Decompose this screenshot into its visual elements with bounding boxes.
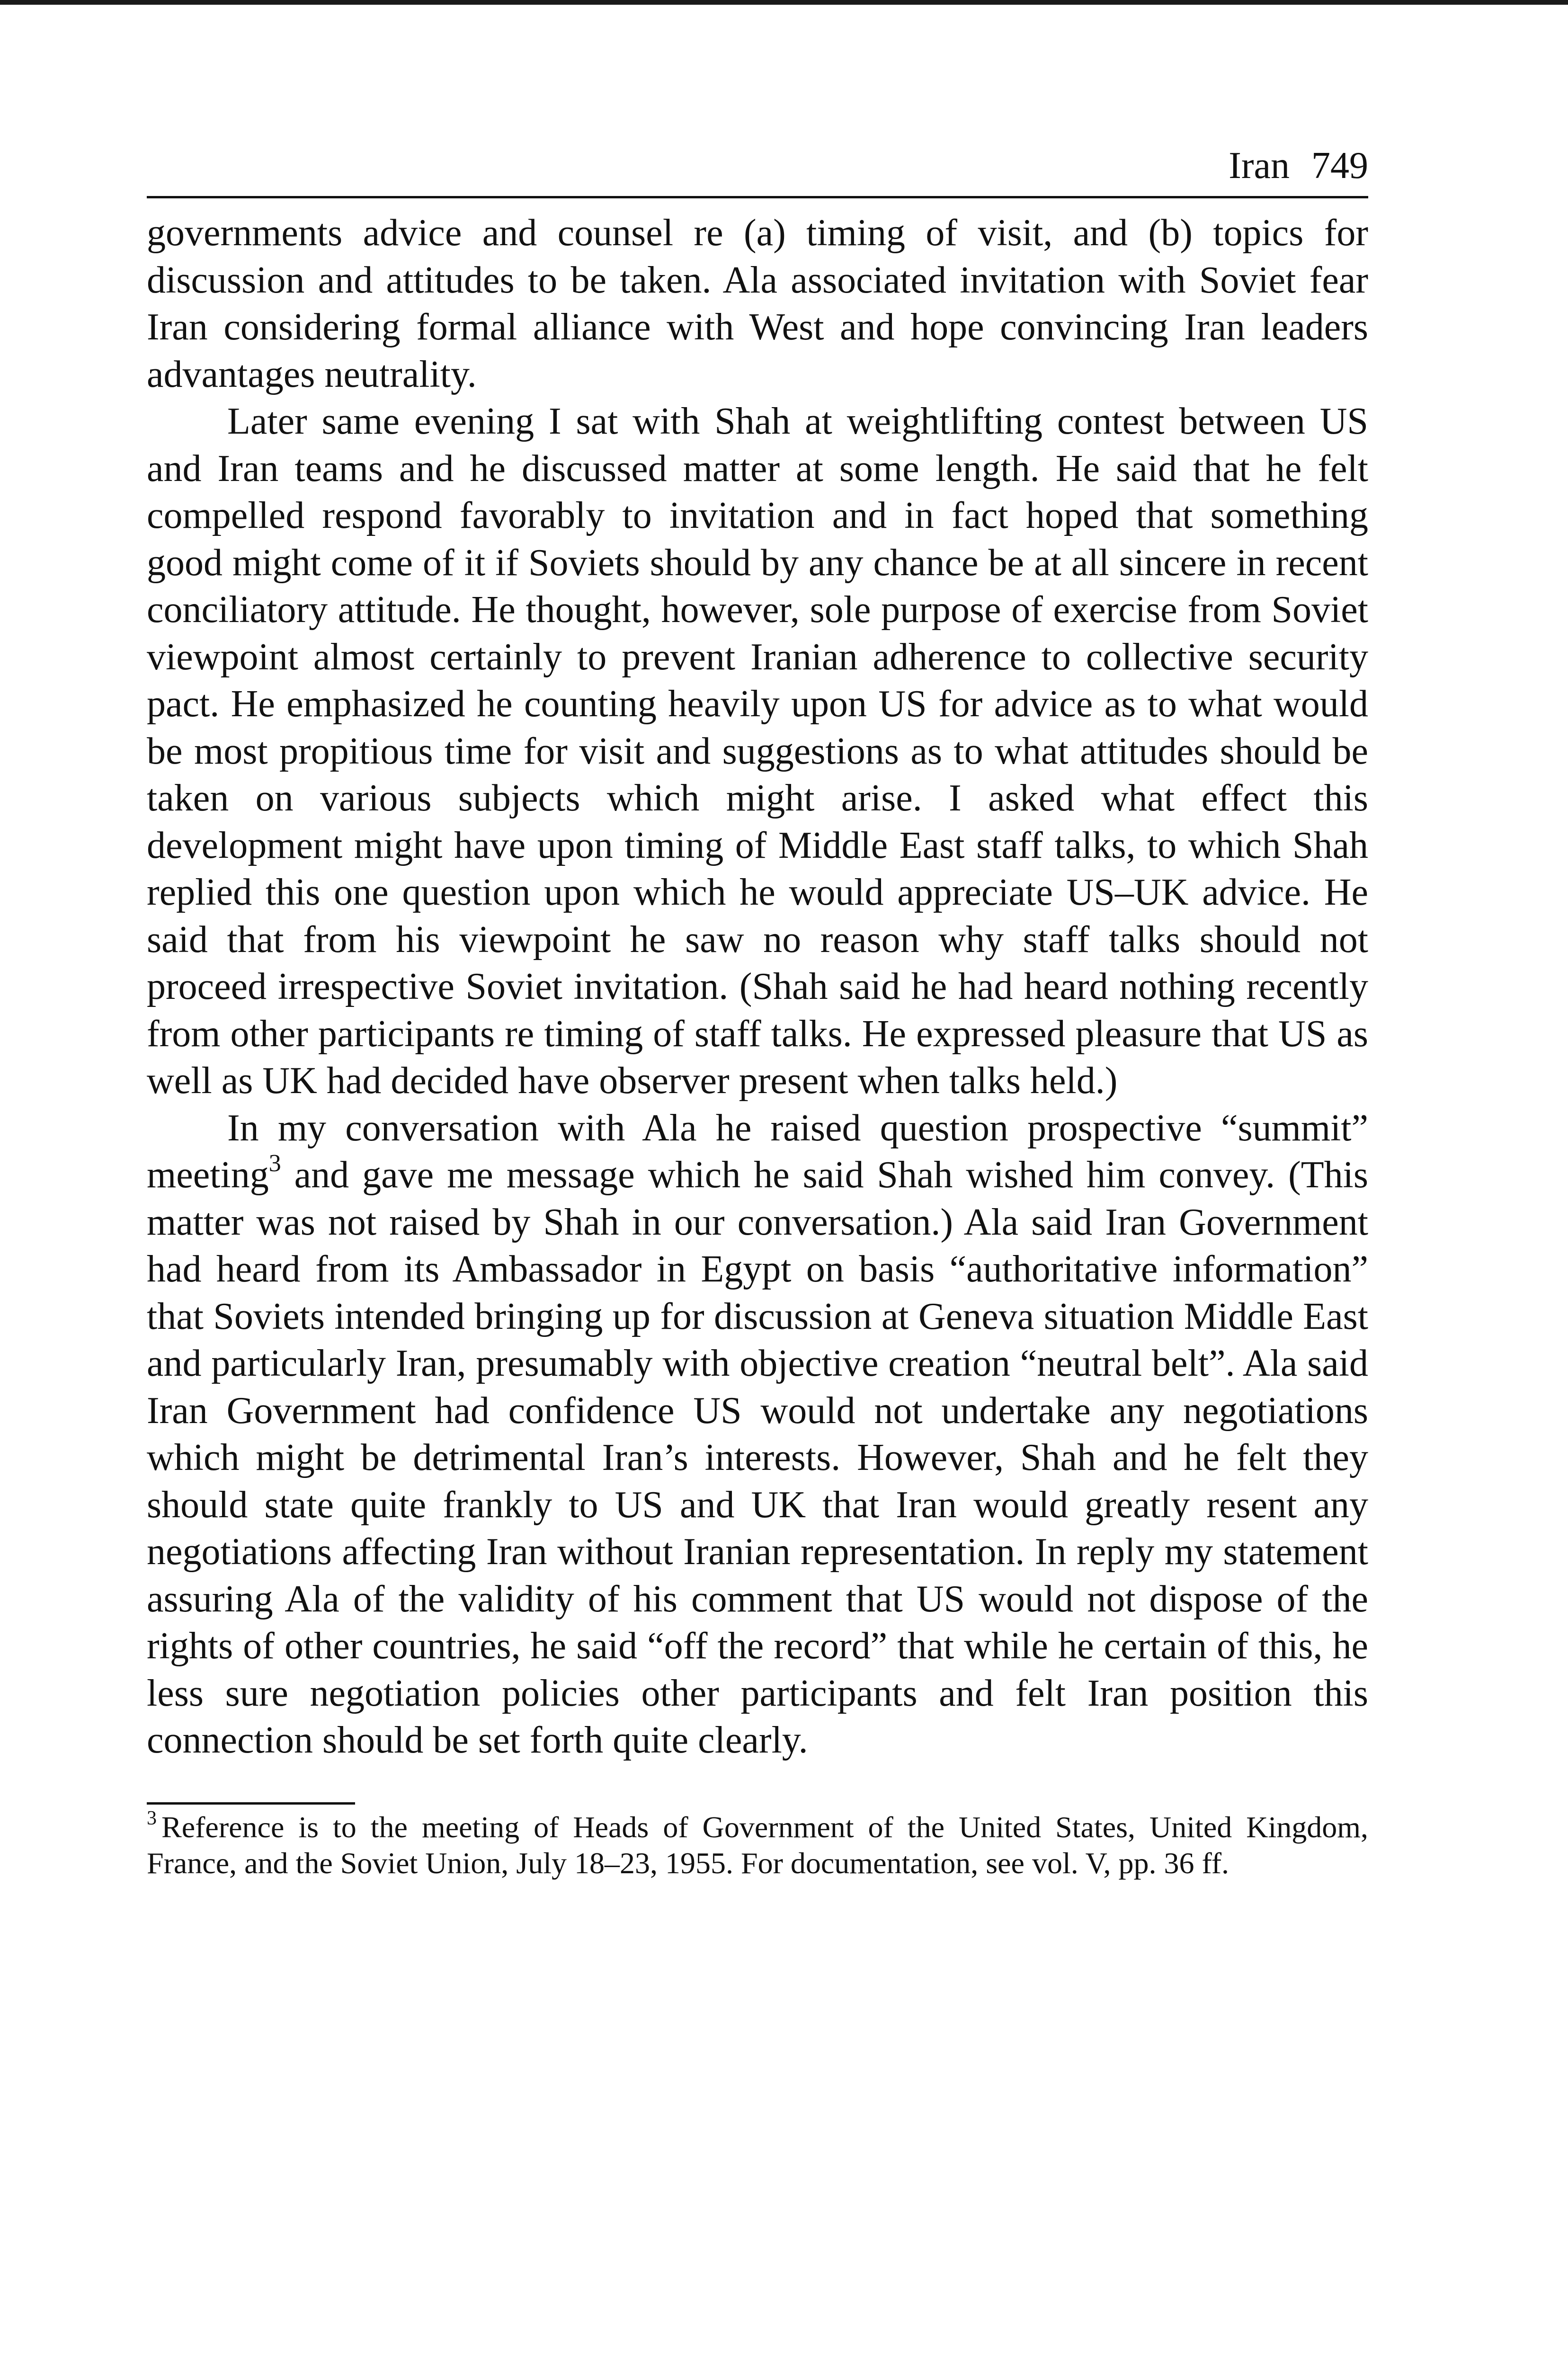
running-head bbox=[147, 142, 1368, 198]
page-number: 749 bbox=[1311, 145, 1368, 187]
body-text bbox=[147, 210, 1368, 1764]
footnote-marker: 3 bbox=[147, 1807, 157, 1830]
paragraph-2: Later same evening I sat with Shah at weightlifting contest between US and Iran teams and he discussed matter at some length. He said that he felt compelled respond favorably to invitation and in fact hoped that something good might come of it if Soviets should by any chance be at all sincere in recent conciliatory attitude. He thought, however, sole purpose of exercise from Soviet viewpoint almost certainly to prevent Iranian adherence to collective security pact. He emphasized he counting heavily upon US for advice as to what would be most propitious time for visit and suggestions as to what attitudes should be taken on various subjects which might arise. I asked what effect this development might have upon timing of Middle East staff talks, to which Shah replied this one question upon which he would appreciate US–UK advice. He said that from his viewpoint he saw no reason why staff talks should not proceed irrespective Soviet invitation. (Shah said he had heard nothing recently from other participants re timing of staff talks. He expressed pleasure that US as well as UK had decided have observer present when talks held.) bbox=[147, 400, 1368, 1102]
paragraph-3 bbox=[147, 1105, 1368, 1764]
running-head-title: Iran bbox=[1229, 145, 1290, 187]
paragraph-3-part-2: and gave me message which he said Shah wished him convey. (This matter was not raised by Shah in our conversation.) Ala said Iran Government had heard from its Ambassador in Egypt on basis “authoritative information” that Soviets intended bringing up for discussion at Geneva situation Middle East and particularly Iran, presumably with objective creation “neutral belt”. Ala said Iran Government had confidence US would not undertake any negotiations which might be detrimental Iran’s interests. However, Shah and he felt they should state quite frankly to US and UK that Iran would greatly resent any negotiations affecting Iran without Iranian representation. In reply my statement assuring Ala of the validity of his comment that US would not dispose of the rights of other countries, he said “off the record” that while he certain of this, he less sure negotiation policies other participants and felt Iran position this connection should be set forth quite clearly. bbox=[147, 1154, 1368, 1761]
paragraph-3-part-1: In my conversation with Ala he raised question prospective “summit” meeting bbox=[147, 1107, 1368, 1196]
footnote-separator-rule bbox=[147, 1802, 355, 1805]
footnote-text: Reference is to the meeting of Heads of Government of the United States, United Kingdom, France, and the Soviet Union, July 18–23, 1955. For documentation, see vol. V, pp. 36 ff. bbox=[147, 1810, 1368, 1880]
footnote bbox=[147, 1809, 1368, 1881]
footnote-reference-marker[interactable]: 3 bbox=[268, 1150, 281, 1177]
top-border-rule bbox=[0, 0, 1568, 5]
document-page bbox=[147, 142, 1368, 1881]
paragraph-1: governments advice and counsel re (a) timing of visit, and (b) topics for discussion and attitudes to be taken. Ala associated invitation with Soviet fear Iran considering formal alliance with West and hope convincing Iran leaders advantages neutrality. bbox=[147, 212, 1368, 395]
